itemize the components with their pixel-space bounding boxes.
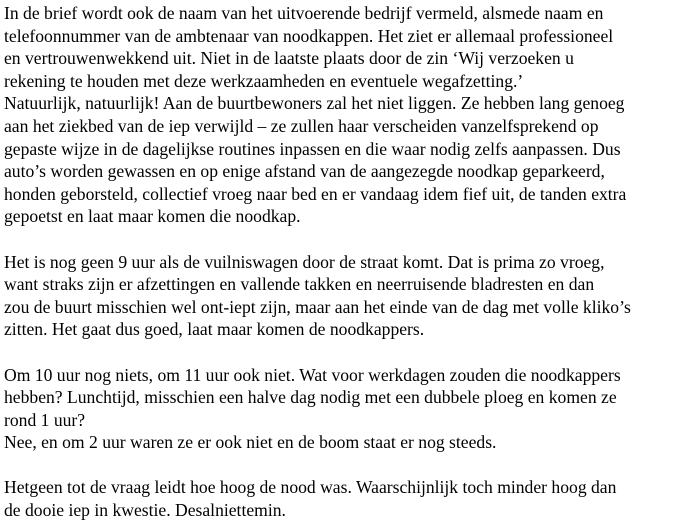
text-line: aan het ziekbed van de iep verwijld – ze zullen haar verscheiden vanzelfsprekend op [4, 115, 599, 136]
paragraph-1 [4, 2, 685, 228]
text-line: gepaste wijze in de dagelijkse routines inpassen en die waar nodig zelfs aanpassen. Dus [4, 138, 621, 159]
text-line: auto’s worden gewassen en op enige afstand van de aangezegde noodkap geparkeerd, [4, 161, 605, 182]
paragraph-spacer [4, 454, 685, 477]
text-line: honden geborsteld, collectief vroeg naar bed en er vandaag idem fief uit, de tanden extra [4, 183, 627, 204]
text-line: In de brief wordt ook de naam van het uitvoerende bedrijf vermeld, alsmede naam en [4, 3, 604, 23]
paragraph-spacer [4, 228, 685, 251]
paragraph-3 [4, 364, 685, 454]
text-line: zou de buurt misschien wel ont-iept zijn, maar aan het einde van de dag met volle kliko’s [4, 296, 631, 317]
text-line: zitten. Het gaat dus goed, laat maar komen de noodkappers. [4, 319, 425, 340]
text-line: Het is nog geen 9 uur als de vuilniswagen door de straat komt. Dat is prima zo vroeg, [4, 251, 605, 272]
text-line: Natuurlijk, natuurlijk! Aan de buurtbewoners zal het niet liggen. Ze hebben lang genoeg [4, 93, 625, 114]
text-line: hebben? Lunchtijd, misschien een halve dag nodig met een dubbele ploeg en komen ze [4, 387, 617, 408]
text-line: want straks zijn er afzettingen en vallende takken en neerruisende bladresten en dan [4, 274, 595, 295]
text-line: en vertrouwenwekkend uit. Niet in de laatste plaats door de zin ‘Wij verzoeken u [4, 48, 574, 69]
text-line: telefoonnummer van de ambtenaar van noodkappen. Het ziet er allemaal professioneel [4, 25, 614, 46]
paragraph-spacer [4, 341, 685, 364]
text-line: Hetgeen tot de vraag leidt hoe hoog de nood was. Waarschijnlijk toch minder hoog dan [4, 477, 617, 498]
text-line: Om 10 uur nog niets, om 11 uur ook niet. Wat voor werkdagen zouden die noodkappers [4, 364, 621, 385]
text-line: rond 1 uur? [4, 409, 86, 430]
text-line: de dooie iep in kwestie. Desalniettemin. [4, 500, 286, 521]
paragraph-2 [4, 251, 685, 341]
text-line: gepoetst en laat maar komen die noodkap. [4, 206, 301, 227]
text-line: rekening te houden met deze werkzaamheden en eventuele wegafzetting.’ [4, 70, 524, 91]
paragraph-4 [4, 476, 685, 521]
text-line: Nee, en om 2 uur waren ze er ook niet en de boom staat er nog steeds. [4, 432, 497, 453]
